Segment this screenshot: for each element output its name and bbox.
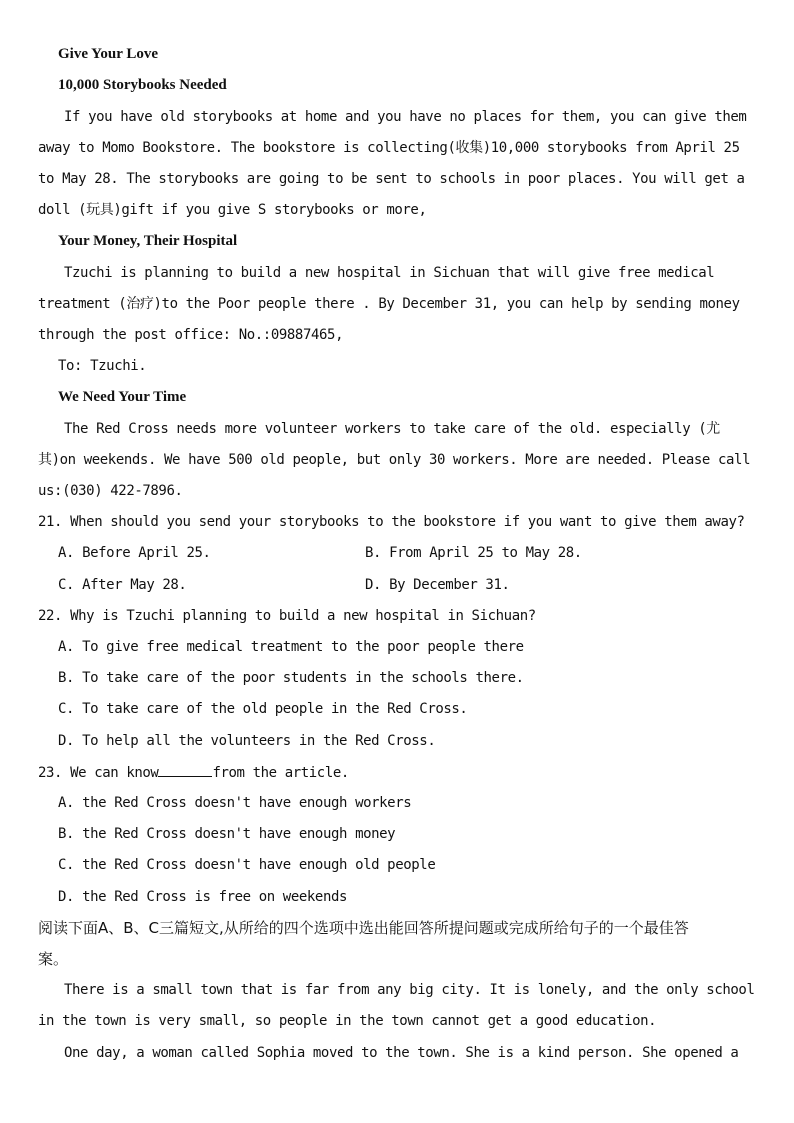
passage-b-line: in the town is very small, so people in the town cannot get a good education. [38,1013,657,1029]
question-23-stem-start: 23. We can know [38,765,159,781]
option-d[interactable]: D. By December 31. [365,577,510,593]
question-23-stem-end: from the article. [212,765,349,781]
option-c[interactable]: C. the Red Cross doesn't have enough old people [58,857,436,873]
option-b[interactable]: B. the Red Cross doesn't have enough money [58,826,396,842]
option-d[interactable]: D. To help all the volunteers in the Red Cross. [58,733,436,749]
section-instructions-cont: 案。 [38,950,69,968]
option-c[interactable]: C. To take care of the old people in the Red Cross. [58,701,468,717]
ad3-text-line: The Red Cross needs more volunteer workers to take care of the old. especially (尤 [64,421,720,437]
ad1-text-line: to May 28. The storybooks are going to be sent to schools in poor places. You will get a [38,171,745,187]
ad1-text-line: doll (玩具)gift if you give S storybooks or more, [38,202,427,218]
option-a[interactable]: A. To give free medical treatment to the poor people there [58,639,524,655]
ad1-text-line: If you have old storybooks at home and you have no places for them, you can give them [64,109,747,125]
option-a[interactable]: A. the Red Cross doesn't have enough workers [58,795,412,811]
ad3-text-line: us:(030) 422-7896. [38,483,183,499]
question-22-stem: 22. Why is Tzuchi planning to build a new hospital in Sichuan? [38,608,536,624]
passage-b-line: One day, a woman called Sophia moved to the town. She is a kind person. She opened a [64,1045,739,1061]
ad1-text-line: away to Momo Bookstore. The bookstore is collecting(收集)10,000 storybooks from April 25 [38,140,740,156]
question-21-option-row [58,575,778,595]
ad2-text-line: Tzuchi is planning to build a new hospital in Sichuan that will give free medical [64,265,715,281]
option-b[interactable]: B. From April 25 to May 28. [365,545,582,561]
ad2-title: Your Money, Their Hospital [58,233,238,249]
option-b[interactable]: B. To take care of the poor students in the schools there. [58,670,524,686]
ad1-subtitle: 10,000 Storybooks Needed [58,77,227,93]
option-d[interactable]: D. the Red Cross is free on weekends [58,889,348,905]
ad2-text-line: To: Tzuchi. [58,358,147,374]
ad1-title: Give Your Love [58,46,158,62]
ad2-text-line: treatment (治疗)to the Poor people there . By December 31, you can help by sending money [38,296,740,312]
ad3-title: We Need Your Time [58,389,187,405]
ad3-text-line: 其)on weekends. We have 500 old people, but only 30 workers. More are needed. Please call [38,452,751,468]
answer-blank [158,762,212,777]
question-21-option-row [58,543,778,563]
passage-b-line: There is a small town that is far from any big city. It is lonely, and the only school [64,982,755,998]
section-instructions: 阅读下面A、B、C三篇短文,从所给的四个选项中选出能回答所提问题或完成所给句子的一个最佳答 [38,919,689,937]
question-21-stem: 21. When should you send your storybooks to the bookstore if you want to give them away? [38,514,745,530]
ad2-text-line: through the post office: No.:09887465, [38,327,344,343]
option-a[interactable]: A. Before April 25. [58,545,211,561]
option-c[interactable]: C. After May 28. [58,577,187,593]
question-23-stem [38,762,758,783]
